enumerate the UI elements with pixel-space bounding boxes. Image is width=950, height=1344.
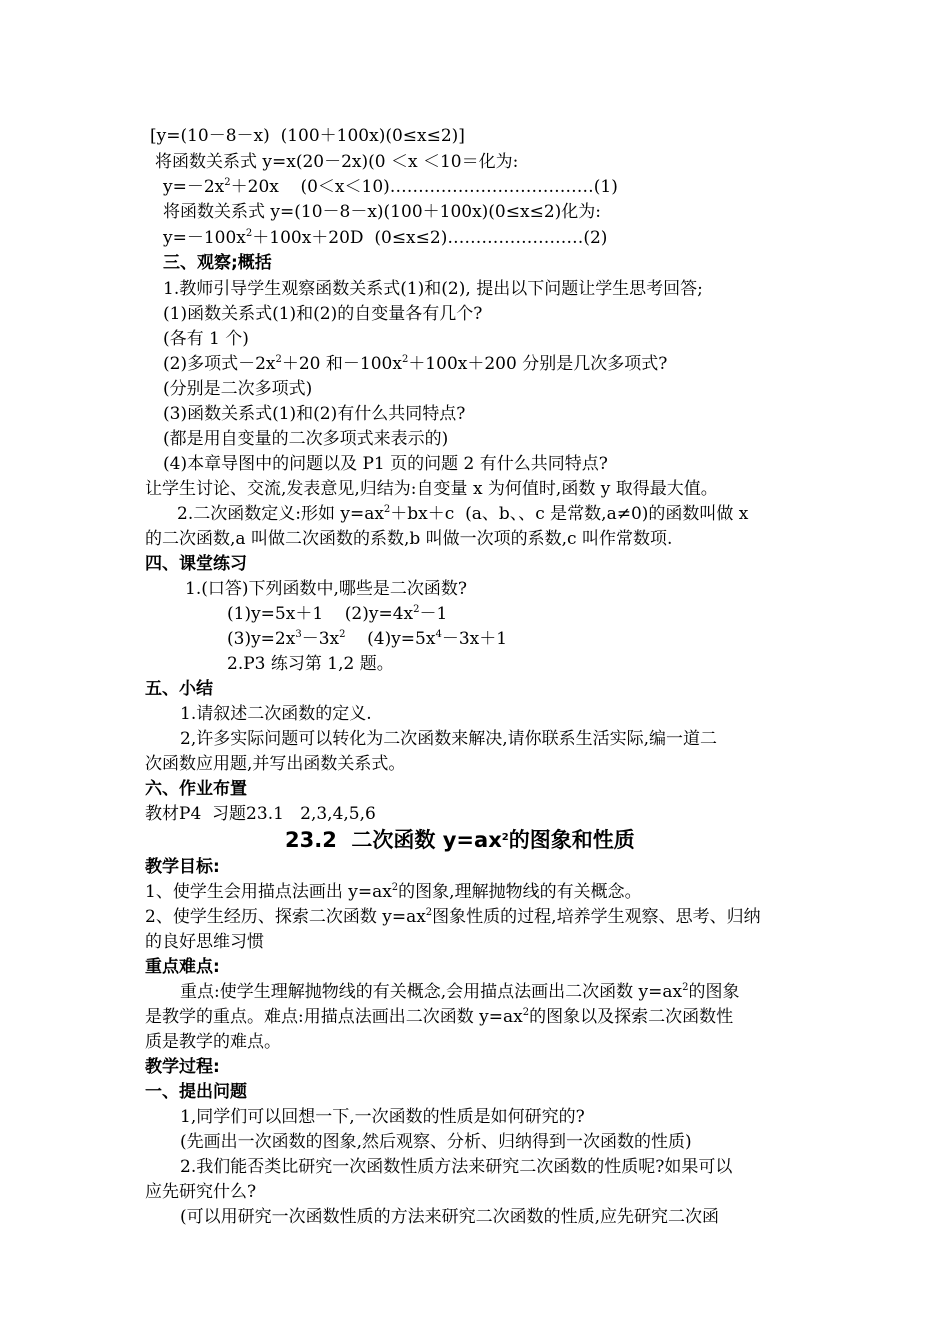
homework-line: 教材P4 习题23.1 2,3,4,5,6	[145, 804, 376, 824]
question-4: (4)本章导图中的问题以及 P1 页的问题 2 有什么共同特点?	[163, 454, 608, 474]
process-question-2-cont: 应先研究什么?	[145, 1182, 257, 1202]
exercise-2: 2.P3 练习第 1,2 题。	[227, 654, 394, 674]
answer-1: (各有 1 个)	[163, 329, 249, 349]
section-heading-6: 六、作业布置	[145, 779, 247, 799]
convert-line-1: 将函数关系式 y=x(20－2x)(0 ＜x ＜10＝化为:	[155, 152, 519, 172]
exercise-1: 1.(口答)下列函数中,哪些是二次函数?	[185, 579, 468, 599]
process-answer-2: (可以用研究一次函数性质的方法来研究二次函数的性质,应先研究二次函	[180, 1207, 720, 1227]
process-answer-1: (先画出一次函数的图象,然后观察、分析、归纳得到一次函数的性质)	[180, 1132, 692, 1152]
equation-2: $y=-100x^2+100x+20D$ (0≤x≤2)……………………(2)	[163, 228, 608, 248]
summary-2: 2,许多实际问题可以转化为二次函数来解决,请你联系生活实际,编一道二	[180, 729, 718, 749]
objective-1: 1、使学生会用描点法画出 $y=ax^2$的图象,理解抛物线的有关概念。	[145, 882, 642, 902]
question-3: (3)函数关系式(1)和(2)有什么共同特点?	[163, 404, 466, 424]
objectives-heading: 教学目标:	[145, 857, 220, 877]
summary-1: 1.请叙述二次函数的定义.	[180, 704, 372, 724]
process-question-1: 1,同学们可以回想一下,一次函数的性质是如何研究的?	[180, 1107, 585, 1127]
summary-2-cont: 次函数应用题,并写出函数关系式。	[145, 754, 406, 774]
exercise-options-2: $(3)y=2x^3-3x^2$ $(4)y=5x^4-3x+1$	[227, 629, 508, 649]
definition-line-1: 2.二次函数定义:形如 $y=ax^2+bx+c$ (a、b、、c 是常数,a≠0)的函数叫做 x	[177, 504, 749, 524]
definition-line-2: 的二次函数,a 叫做二次函数的系数,b 叫做一次项的系数,c 叫作常数项.	[145, 529, 673, 549]
exercise-options-1: (1)y=5x＋1 $(2)y=4x^2-1$	[227, 604, 448, 624]
key-points-line-1: 重点:使学生理解抛物线的有关概念,会用描点法画出二次函数 $y=ax^2$的图象	[180, 982, 740, 1002]
key-points-line-2: 是教学的重点。难点:用描点法画出二次函数 $y=ax^2$的图象以及探索二次函数性	[145, 1007, 734, 1027]
subsection-heading-1: 一、提出问题	[145, 1082, 247, 1102]
answer-3: (都是用自变量的二次多项式来表示的)	[163, 429, 449, 449]
question-2: (2)多项式$-2x^2+20$ 和$-100x^2+100x+200$ 分别是几次多项式?	[163, 354, 668, 374]
key-points-line-3: 质是教学的难点。	[145, 1032, 281, 1052]
process-question-2: 2.我们能否类比研究一次函数性质方法来研究二次函数的性质呢?如果可以	[180, 1157, 733, 1177]
question-1: (1)函数关系式(1)和(2)的自变量各有几个?	[163, 304, 483, 324]
answer-2: (分别是二次多项式)	[163, 379, 313, 399]
paragraph-line: 1.教师引导学生观察函数关系式(1)和(2), 提出以下问题让学生思考回答;	[163, 279, 703, 299]
objective-2: 2、使学生经历、探索二次函数 $y=ax^2$图象性质的过程,培养学生观察、思考、归纳	[145, 907, 761, 927]
convert-line-2: 将函数关系式 y=(10－8－x)(100＋100x)(0≤x≤2)化为:	[163, 202, 601, 222]
section-heading-4: 四、课堂练习	[145, 554, 247, 574]
key-points-heading: 重点难点:	[145, 957, 220, 977]
paragraph-line: 让学生讨论、交流,发表意见,归结为:自变量 x 为何值时,函数 y 取得最大值。	[145, 479, 718, 499]
section-heading-3: 三、观察;概括	[163, 253, 272, 273]
section-heading-5: 五、小结	[145, 679, 213, 699]
section-title: 23.2 二次函数 $y=ax^2$的图象和性质	[285, 828, 635, 852]
objective-2-cont: 的良好思维习惯	[145, 932, 264, 952]
process-heading: 教学过程:	[145, 1057, 220, 1077]
bracket-function-line: [y=(10－8－x) (100＋100x)(0≤x≤2)]	[150, 126, 465, 146]
equation-1: $y=-2x^2+20x$ (0＜x＜10)………………………………(1)	[163, 177, 618, 197]
